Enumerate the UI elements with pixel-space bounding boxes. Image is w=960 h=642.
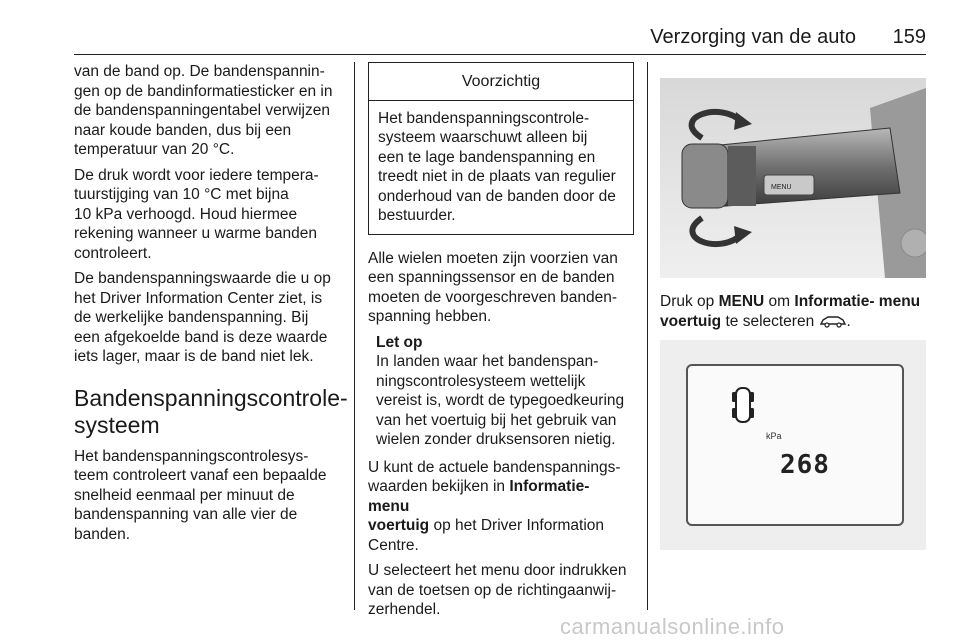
text-run: om [764, 293, 795, 310]
menu-name: Informatie- menu voertuig [660, 293, 921, 330]
pressure-unit: kPa [766, 431, 782, 441]
paragraph [368, 458, 634, 556]
section-title: Verzorging van de auto [650, 26, 856, 48]
note-text: In landen waar het bandenspan- ningscontrolesysteem wettelijk vereist is, wordt de typegoedkeuring van het voertuig bij het gebruik van wielen zonder druksensoren nietig. [376, 353, 625, 448]
text-run: te selecteren [721, 312, 819, 330]
button-name: MENU [718, 293, 765, 310]
note-title: Let op [376, 333, 423, 351]
page-number: 159 [892, 26, 926, 48]
text-run: U kunt de actuele bandenspannings- waarden bekijken in [368, 458, 621, 495]
pressure-value: 268 [780, 450, 830, 480]
text-run: op het Driver Information Centre. [368, 517, 605, 554]
stalk-menu-label: MENU [771, 184, 792, 191]
text-run: Druk op [660, 293, 719, 310]
display-screen [686, 364, 904, 526]
paragraph: De druk wordt voor iedere tempera- tuurstijging van 10 °C met bijna 10 kPa verhoogd. Houd hiermee rekening wanneer u warme banden controleert. [74, 166, 319, 262]
figure-caption [660, 292, 926, 331]
section-heading: Bandenspanningscontrole- systeem [74, 384, 348, 438]
menu-name: Informatie- menu voertuig [368, 478, 590, 534]
car-outline-icon [819, 314, 847, 328]
indicator-stalk-photo [660, 78, 926, 278]
column-3-caption [660, 292, 926, 337]
column-divider-1 [354, 62, 355, 610]
paragraph: U selecteert het menu door indrukken van de toetsen op de richtingaanwij- zerhendel. [368, 562, 627, 618]
header-rule [74, 54, 926, 55]
column-divider-2 [647, 62, 648, 610]
vehicle-tyre-icon [732, 386, 754, 424]
caution-text: Het bandenspanningscontrole- systeem waarschuwt alleen bij een te lage bandenspanning en treedt niet in de plaats van regulier onderhoud van de banden door de bestuurder. [378, 109, 616, 224]
caution-title: Voorzichtig [369, 63, 633, 101]
column-2 [368, 62, 634, 626]
text-run: . [846, 312, 851, 330]
paragraph: Het bandenspanningscontrolesys- teem controleert vanaf een bepaalde snelheid eenmaal per minuut de bandenspanning van alle vier de banden. [74, 447, 327, 543]
watermark: carmanualsonline.info [560, 614, 785, 639]
stalk-illustration [660, 78, 926, 278]
column-1 [74, 62, 348, 550]
note-block [368, 333, 634, 450]
paragraph: Alle wielen moeten zijn voorzien van een spanningssensor en de banden moeten de voorgeschreven banden- spanning hebben. [368, 249, 618, 325]
paragraph: De bandenspanningswaarde die u op het Driver Information Center ziet, is de werkelijke bandenspanning. Bij een afgekoelde band is deze waarde iets lager, maar is de band niet lek. [74, 270, 331, 365]
page-header [74, 26, 926, 54]
caution-box [368, 62, 634, 235]
driver-info-display-photo [660, 340, 926, 550]
paragraph: van de band op. De bandenspannin- gen op de bandinformatiesticker en in de bandenspanningentabel verwijzen naar koude banden, dus bij een temperatuur van 20 °C. [74, 63, 333, 158]
